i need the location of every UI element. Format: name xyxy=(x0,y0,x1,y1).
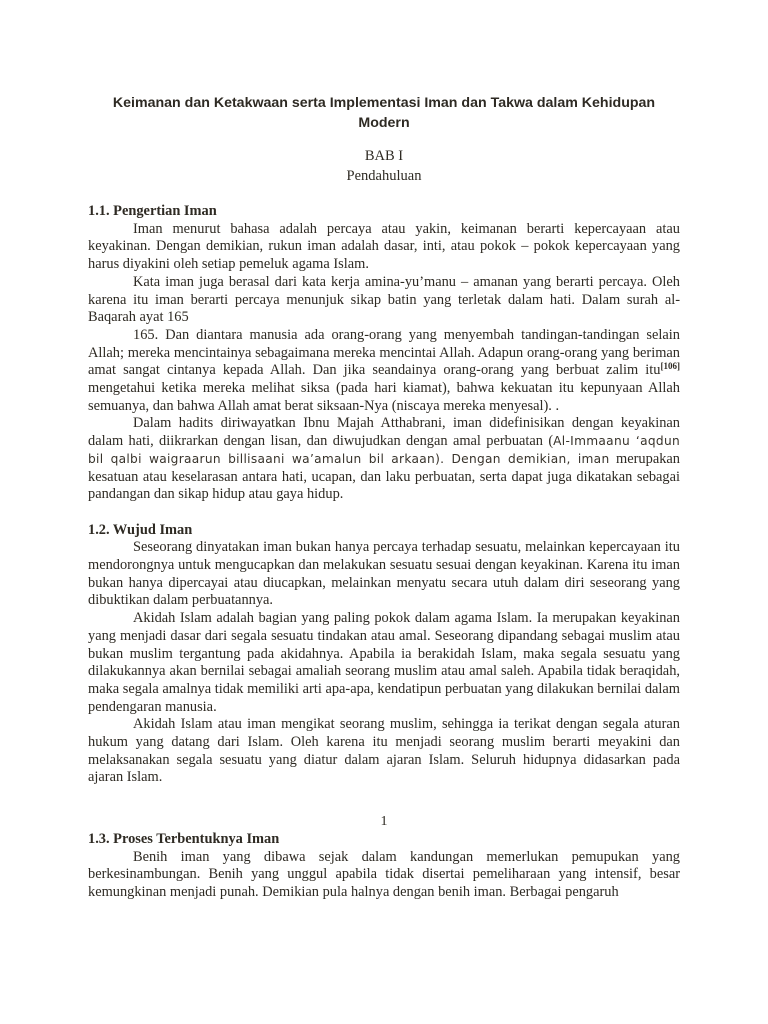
chapter-label: BAB I xyxy=(364,148,404,164)
hadits-text-continued: merupakan kesatuan atau keselarasan antara hati, ucapan, dan laku perbuatan, serta dapat juga dikatakan sebagai pandangan dan sikap hidup atau gaya hidup. xyxy=(88,450,680,503)
section-wujud-iman xyxy=(88,522,680,788)
ayat-text: 165. Dan diantara manusia ada orang-orang yang menyembah tandingan-tandingan selain Allah; mereka mencintainya sebagaimana mereka mencintai Allah. Adapun orang-orang yang beriman amat sangat cintanya kepada Allah. Dan jika seandainya orang-orang yang berbuat zalim itu xyxy=(88,326,680,379)
paragraph: Akidah Islam adalah bagian yang paling pokok dalam agama Islam. Ia merupakan keyakinan yang menjadi dasar dari segala sesuatu tindakan atau amal. Seseorang dipandang sebagai muslim atau bukan muslim tergantung pada akidahnya. Apabila ia berakidah Islam, maka segala sesuatu yang dilakukannya akan bernilai sebagai amaliah seorang muslim atau amal saleh. Apabila tidak beraqidah, maka segala amalnya tidak memiliki arti apa-apa, kendatipun perbuatan yang dilakukan bernilai dalam pendengaran manusia. xyxy=(88,610,680,715)
section-heading: 1.1. Pengertian Iman xyxy=(88,203,217,219)
paragraph-hadits xyxy=(88,415,680,504)
footnote-marker: [106] xyxy=(660,361,680,372)
paragraph-ayat xyxy=(88,327,680,416)
section-proses-terbentuknya-iman xyxy=(88,831,680,902)
paragraph: Akidah Islam atau iman mengikat seorang muslim, sehingga ia terikat dengan segala aturan hukum yang datang dari Islam. Oleh karena itu menjadi seorang muslim berarti meyakini dan melaksanakan segala sesuatu yang diatur dalam ajaran Islam. Seluruh hidupnya didasarkan pada ajaran Islam. xyxy=(88,716,680,786)
paragraph: Seseorang dinyatakan iman bukan hanya percaya terhadap sesuatu, melainkan kepercayaan itu mendorongnya untuk mengucapkan dan melakukan sesuatu sesuai dengan keyakinan. Karena itu iman bukan hanya dipercayai atau diucapkan, melainkan menyatu secara utuh dalam diri seseorang yang dibuktikan dalam perbuatannya. xyxy=(88,539,680,609)
page-number: 1 xyxy=(380,814,388,830)
section-heading: 1.2. Wujud Iman xyxy=(88,521,193,538)
chapter-header xyxy=(86,146,682,186)
chapter-title: Pendahuluan xyxy=(346,168,422,184)
document-body xyxy=(88,203,680,902)
section-heading: 1.3. Proses Terbentuknya Iman xyxy=(88,830,280,847)
hadits-text: Dalam hadits diriwayatkan Ibnu Majah Atthabrani, iman didefinisikan dengan keyakinan dalam hati, diikrarkan dengan lisan, dan diwujudkan dengan amal perbuatan ( xyxy=(88,415,680,450)
paragraph: Iman menurut bahasa adalah percaya atau yakin, keimanan berarti kepercayaan atau keyakinan. Dengan demikian, rukun iman adalah dasar, inti, atau pokok – pokok kepercayaan yang harus diyakini oleh setiap pemeluk agama Islam. xyxy=(88,220,680,273)
document-title: Keimanan dan Ketakwaan serta Implementasi Iman dan Takwa dalam Kehidupan Modern xyxy=(112,95,656,131)
paragraph: Kata iman juga berasal dari kata kerja amina-yu’manu – amanan yang berarti percaya. Oleh karena itu iman berarti percaya menunjuk sikap batin yang terletak dalam hati. Dalam surah al-Baqarah ayat 165 xyxy=(88,273,680,326)
paragraph: Benih iman yang dibawa sejak dalam kandungan memerlukan pemupukan yang berkesinambungan. Benih yang unggul apabila tidak disertai pemeliharaan yang intensif, besar kemungkinan menjadi punah. Demikian pula halnya dengan benih iman. Berbagai pengaruh xyxy=(88,848,680,900)
section-pengertian-iman xyxy=(88,203,680,504)
hadits-transliteration: Al-Immaanu ‘aqdun bil qalbi waigraarun billisaani wa’amalun bil arkaan). Dengan demikian, iman xyxy=(88,434,680,466)
ayat-text-continued: mengetahui ketika mereka melihat siksa (pada hari kiamat), bahwa kekuatan itu kepunyaan Allah semuanya, dan bahwa Allah amat berat siksaan-Nya (niscaya mereka menyesal). . xyxy=(88,380,680,414)
